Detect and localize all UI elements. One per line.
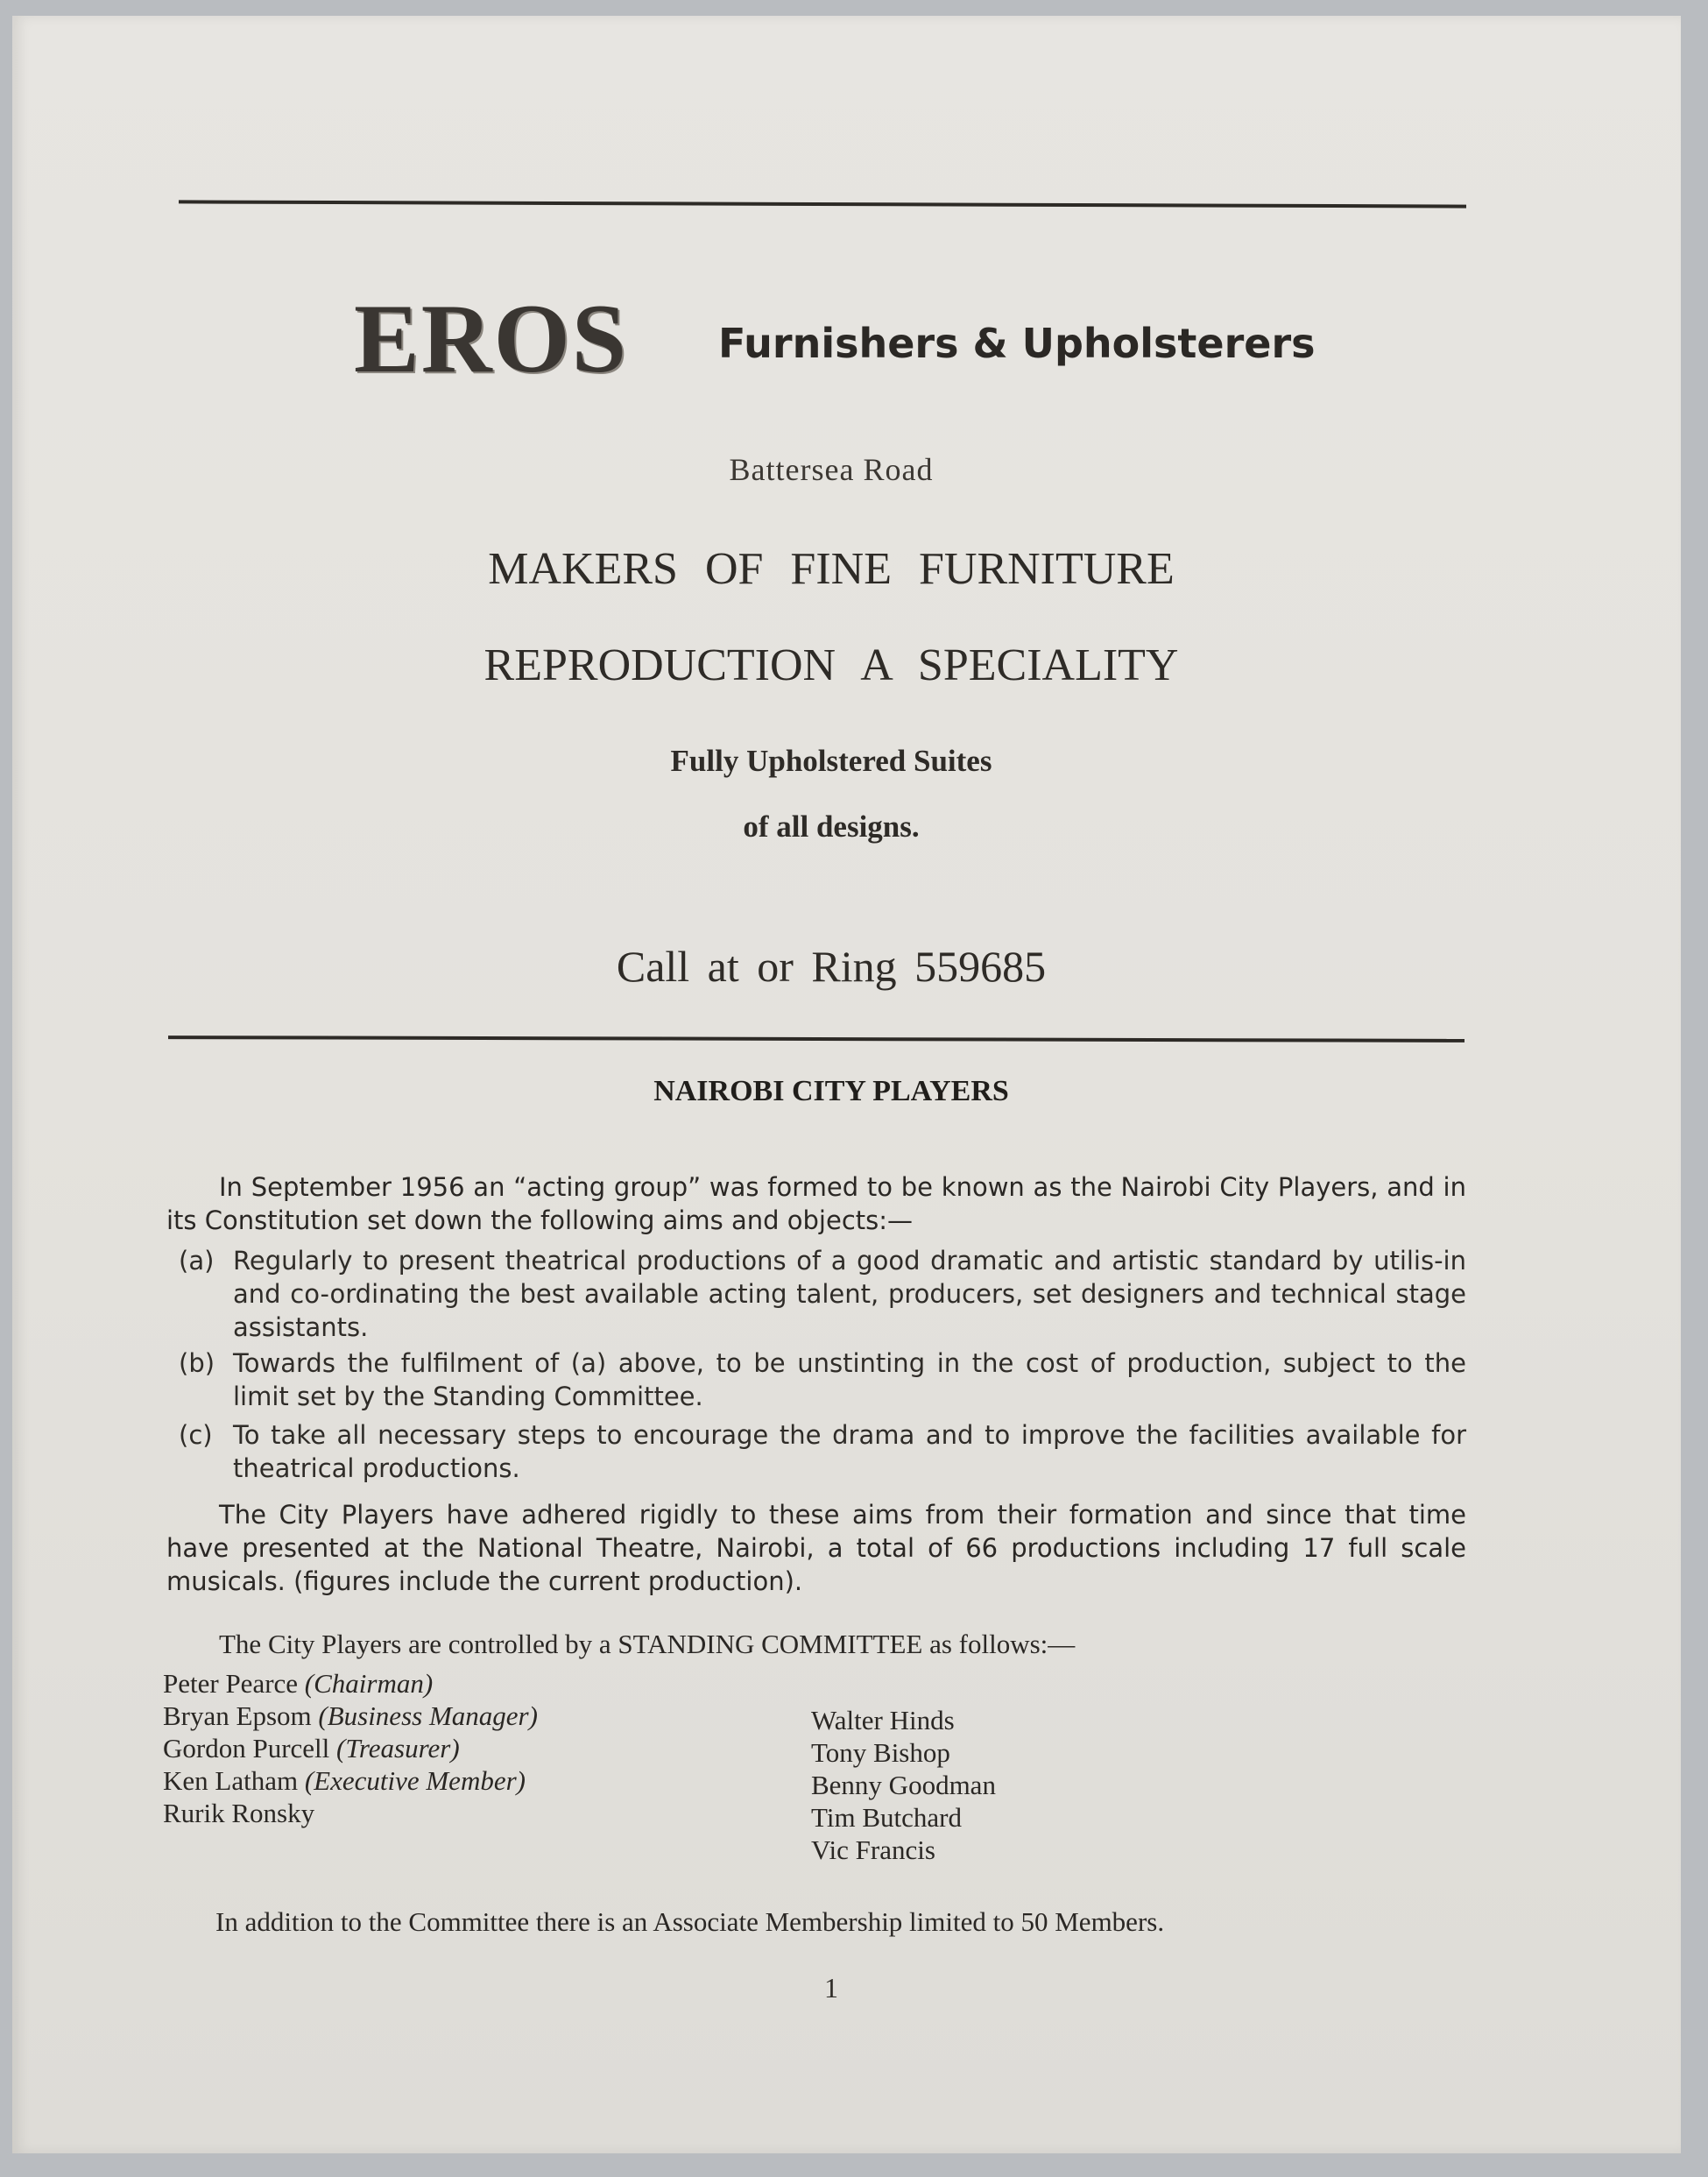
- member-role: (Executive Member): [304, 1765, 526, 1796]
- page-number: 1: [824, 1972, 838, 2004]
- committee-member: Walter Hinds: [811, 1705, 955, 1735]
- committee-member: [163, 1764, 526, 1797]
- aim-a: [179, 1244, 1466, 1347]
- history-paragraph: The City Players have adhered rigidly to these aims from their formation and since that time have presented at the National Theatre, Nairobi, a total of 66 productions including 17 full scale musicals. (figures include the current production).: [166, 1500, 1466, 1596]
- divider-rule: [168, 1035, 1465, 1043]
- committee-intro: The City Players are controlled by a STANDING COMMITTEE as follows:—: [219, 1629, 1076, 1659]
- committee-member: Tony Bishop: [811, 1737, 950, 1768]
- advert-address: Battersea Road: [729, 452, 934, 487]
- committee-member: [163, 1732, 460, 1764]
- committee-member: Benny Goodman: [811, 1770, 996, 1800]
- aim-label: (a): [179, 1246, 215, 1276]
- committee-member: [163, 1667, 433, 1700]
- intro-paragraph: In September 1956 an “acting group” was formed to be known as the Nairobi City Players, and in its Constitution set down the following aims and objects:—: [166, 1172, 1466, 1235]
- section-heading: NAIROBI CITY PLAYERS: [653, 1075, 1009, 1107]
- advert-line-designs: of all designs.: [743, 809, 920, 844]
- member-name: Bryan Epsom: [163, 1700, 312, 1731]
- advert-line-suites: Fully Upholstered Suites: [670, 744, 992, 778]
- aim-c: [179, 1418, 1466, 1488]
- member-name: Rurik Ronsky: [163, 1798, 315, 1828]
- advert-tagline: Furnishers & Upholsterers: [718, 320, 1316, 367]
- aim-text: To take all necessary steps to encourage the drama and to improve the facilities available for theatrical productions.: [233, 1420, 1466, 1483]
- committee-member: [163, 1797, 314, 1829]
- advert-phone: Call at or Ring 559685: [616, 942, 1047, 991]
- associate-note: In addition to the Committee there is an Associate Membership limited to 50 Members.: [215, 1906, 1165, 1937]
- member-name: Ken Latham: [163, 1765, 299, 1796]
- advert-line-makers: MAKERS OF FINE FURNITURE: [488, 544, 1175, 594]
- aim-text: Regularly to present theatrical productions of a good dramatic and artistic standard by utilis-in and co-ordinating the best available acting talent, producers, set designers and technical stage assistants.: [233, 1246, 1466, 1342]
- committee-member: Tim Butchard: [811, 1802, 962, 1833]
- aim-b: [179, 1346, 1466, 1417]
- committee-member: [163, 1700, 538, 1732]
- aim-text: Towards the fulfilment of (a) above, to be unstinting in the cost of production, subject to the limit set by the Standing Committee.: [233, 1348, 1466, 1411]
- aim-label: (c): [179, 1420, 213, 1450]
- member-name: Gordon Purcell: [163, 1733, 330, 1764]
- advert-line-reproduction: REPRODUCTION A SPECIALITY: [483, 640, 1179, 690]
- member-role: (Chairman): [304, 1668, 434, 1699]
- member-role: (Treasurer): [336, 1733, 460, 1764]
- member-name: Peter Pearce: [163, 1668, 299, 1699]
- eros-logo: EROS: [354, 285, 628, 393]
- aim-label: (b): [179, 1348, 215, 1378]
- committee-member: Vic Francis: [811, 1834, 935, 1865]
- top-rule: [179, 200, 1466, 208]
- member-role: (Business Manager): [318, 1700, 538, 1731]
- program-page: [12, 16, 1681, 2153]
